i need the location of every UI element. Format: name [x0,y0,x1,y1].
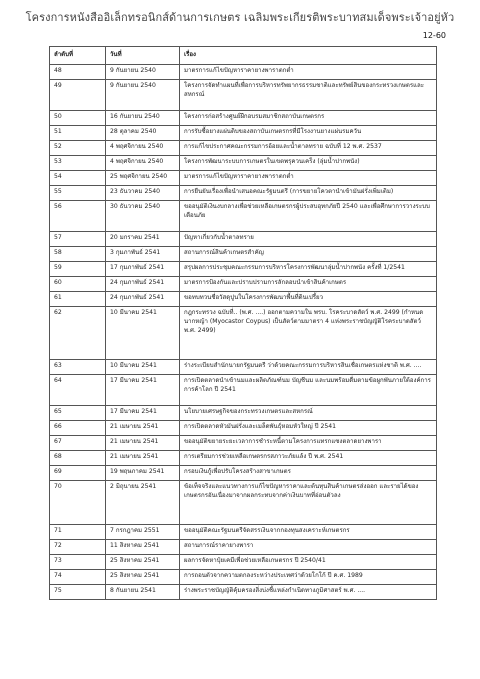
row-subject: สถานการณ์สินค้าเกษตรสำคัญ [180,247,437,262]
row-number: 73 [50,555,106,570]
table-row [50,65,437,80]
table-row [50,141,437,156]
table-row [50,232,437,247]
table-row [50,570,437,585]
row-subject: ผลการจัดหาปุ๋ยเคมีเพื่อช่วยเหลือเกษตรกร ปี 2540/41 [180,555,437,570]
row-number: 60 [50,277,106,292]
row-subject: การเตรียมการช่วยเหลือเกษตรกรสภาวะภัยแล้ง ปี พ.ศ. 2541 [180,451,437,466]
row-date: 3 กุมภาพันธ์ 2541 [106,247,180,262]
row-subject: ขอทบทวนชื่อวัสดุปูนในโครงการพัฒนาพื้นที่ดินเปรี้ยว [180,292,437,307]
table-row [50,466,437,481]
row-number: 52 [50,141,106,156]
table-row [50,262,437,277]
table-row [50,292,437,307]
row-number: 68 [50,451,106,466]
row-number: 48 [50,65,106,80]
row-number: 65 [50,406,106,421]
table-row [50,451,437,466]
row-subject: ปัญหาเกี่ยวกับน้ำตาลทราย [180,232,437,247]
row-subject: ร่างระเบียบสำนักนายกรัฐมนตรี ว่าด้วยคณะกรรมการบริหารสินเชื่อเกษตรแห่งชาติ พ.ศ. .... [180,360,437,375]
row-date: 11 สิงหาคม 2541 [106,540,180,555]
row-date: 19 พฤษภาคม 2541 [106,466,180,481]
row-subject: ข้อเท็จจริงและแนวทางการแก้ไขปัญหาราคาและต้นทุนสินค้าเกษตรส่งออก และรายได้ของเกษตรกรอันเนื่องมาจากผลกระทบจากค่าเงินบาทที่อ่อนตัวลง [180,481,437,525]
table-header-row [50,47,437,65]
row-date: 24 กุมภาพันธ์ 2541 [106,277,180,292]
row-subject: กฎกระทรวง ฉบับที่.. (พ.ศ. ....) ออกตามความใน พรบ. โรคระบาดสัตว์ พ.ศ. 2499 (กำหนดนากหญ้า (Myocastor Coypus) เป็นสัตว์ตามมาตรา 4 แห่งพระราชบัญญัติโรคระบาดสัตว์ พ.ศ. 2499) [180,307,437,360]
row-subject: การเปิดตลาดหัวมันฝรั่งและเมล็ดพันธุ์หอมหัวใหญ่ ปี 2541 [180,421,437,436]
row-number: 58 [50,247,106,262]
row-date: 10 มีนาคม 2541 [106,307,180,360]
row-subject: ร่างพระราชบัญญัติคุ้มครองสิ่งบ่งชี้แหล่งกำเนิดทางภูมิศาสตร์ พ.ศ. .... [180,585,437,600]
row-subject: สถานการณ์ราคายางพารา [180,540,437,555]
row-number: 70 [50,481,106,525]
row-subject: การรับซื้อยางแผ่นดิบของสถาบันเกษตรกรที่มีโรงงานยางแผ่นรมควัน [180,126,437,141]
table-row [50,307,437,360]
row-number: 67 [50,436,106,451]
row-subject: ขออนุมัติคณะรัฐมนตรีจัดสรรเงินจากกองทุนสงเคราะห์เกษตรกร [180,525,437,540]
row-subject: ขออนุมัติขยายระยะเวลาการชำระหนี้ตามโครงการแทรกแซงตลาดยางพารา [180,436,437,451]
table-row [50,555,437,570]
table-row [50,277,437,292]
row-number: 74 [50,570,106,585]
row-number: 59 [50,262,106,277]
table-row [50,421,437,436]
documents-table [49,46,437,600]
row-number: 61 [50,292,106,307]
row-number: 66 [50,421,106,436]
row-date: 20 มกราคม 2541 [106,232,180,247]
row-number: 64 [50,375,106,406]
row-date: 4 พฤศจิกายน 2540 [106,156,180,171]
row-date: 24 กุมภาพันธ์ 2541 [106,292,180,307]
table-row [50,406,437,421]
table-row [50,436,437,451]
row-date: 21 เมษายน 2541 [106,451,180,466]
column-header-number: ลำดับที่ [50,47,106,65]
row-number: 57 [50,232,106,247]
table-row [50,201,437,232]
row-subject: ขออนุมัติเงินงบกลางเพื่อช่วยเหลือเกษตรกรผู้ประสบอุทกภัยปี 2540 และเพื่อศึกษาการวางระบบเตือนภัย [180,201,437,232]
row-subject: โครงการก่อสร้างศูนย์ฝึกอบรมสมาชิกสถาบันเกษตรกร [180,111,437,126]
row-number: 71 [50,525,106,540]
row-date: 2 มิถุนายน 2541 [106,481,180,525]
row-subject: นโยบายเศรษฐกิจของกระทรวงเกษตรและสหกรณ์ [180,406,437,421]
row-subject: การถอนตัวจากความตกลงระหว่างประเทศว่าด้วยโกโก้ ปี ค.ศ. 1989 [180,570,437,585]
row-subject: มาตรการป้องกันและปราบปรามการลักลอบนำเข้าสินค้าเกษตร [180,277,437,292]
page-number: 12-60 [422,31,446,40]
row-date: 25 สิงหาคม 2541 [106,555,180,570]
row-subject: การยืนยันเรื่องเพื่อนำเสนอคณะรัฐมนตรี (การขยายโควตานำเข้ามันฝรั่งเพิ่มเติม) [180,186,437,201]
page-header: โครงการหนังสืออิเล็กทรอนิกส์ด้านการเกษตร เฉลิมพระเกียรติพระบาทสมเด็จพระเจ้าอยู่หัว [25,11,455,24]
row-number: 75 [50,585,106,600]
table-row [50,156,437,171]
row-number: 49 [50,80,106,111]
table-row [50,80,437,111]
table-row [50,186,437,201]
table-row [50,126,437,141]
column-header-subject: เรื่อง [180,47,437,65]
row-date: 16 กันยายน 2540 [106,111,180,126]
row-date: 9 กันยายน 2540 [106,65,180,80]
table-row [50,585,437,600]
row-date: 7 กรกฎาคม 2551 [106,525,180,540]
row-date: 17 มีนาคม 2541 [106,406,180,421]
row-date: 4 พฤศจิกายน 2540 [106,141,180,156]
table-row [50,111,437,126]
row-number: 53 [50,156,106,171]
row-date: 21 เมษายน 2541 [106,421,180,436]
table-row [50,171,437,186]
table-row [50,360,437,375]
table-row [50,481,437,525]
row-date: 30 ธันวาคม 2540 [106,201,180,232]
row-date: 23 ธันวาคม 2540 [106,186,180,201]
row-date: 10 มีนาคม 2541 [106,360,180,375]
row-subject: มาตรการแก้ไขปัญหาราคายางพาราตกต่ำ [180,65,437,80]
row-subject: การแก้ไขประกาศคณะกรรมการอ้อยและน้ำตาลทราย ฉบับที่ 12 พ.ศ. 2537 [180,141,437,156]
row-date: 17 มีนาคม 2541 [106,375,180,406]
table-row [50,375,437,406]
row-number: 56 [50,201,106,232]
row-date: 28 ตุลาคม 2540 [106,126,180,141]
row-subject: โครงการพัฒนาระบบการเกษตรในเขตพรุควนเคร็ง (ลุ่มน้ำปากพนัง) [180,156,437,171]
row-number: 72 [50,540,106,555]
row-subject: การเปิดตลาดนำเข้านมและผลิตภัณฑ์นม บัญชีนม และนมพร้อมดื่มตามข้อผูกพันภายใต้องค์การการค้าโลก ปี 2541 [180,375,437,406]
row-subject: มาตรการแก้ไขปัญหาราคายางพาราตกต่ำ [180,171,437,186]
row-date: 25 พฤศจิกายน 2540 [106,171,180,186]
row-number: 55 [50,186,106,201]
row-date: 25 สิงหาคม 2541 [106,570,180,585]
row-subject: กรอบเงินกู้เพื่อปรับโครงสร้างสาขาเกษตร [180,466,437,481]
row-subject: โครงการจัดทำแผนที่เพื่อการบริหารทรัพยากรธรรมชาติและทรัพย์สินของกระทรวงเกษตรและสหกรณ์ [180,80,437,111]
row-date: 9 กันยายน 2540 [106,80,180,111]
table-row [50,540,437,555]
table-row [50,247,437,262]
row-subject: สรุปผลการประชุมคณะกรรมการบริหารโครงการพัฒนาลุ่มน้ำปากพนัง ครั้งที่ 1/2541 [180,262,437,277]
table-row [50,525,437,540]
row-date: 17 กุมภาพันธ์ 2541 [106,262,180,277]
row-date: 21 เมษายน 2541 [106,436,180,451]
row-number: 54 [50,171,106,186]
row-number: 63 [50,360,106,375]
row-number: 50 [50,111,106,126]
column-header-date: วันที่ [106,47,180,65]
row-date: 8 กันยายน 2541 [106,585,180,600]
row-number: 51 [50,126,106,141]
row-number: 62 [50,307,106,360]
row-number: 69 [50,466,106,481]
